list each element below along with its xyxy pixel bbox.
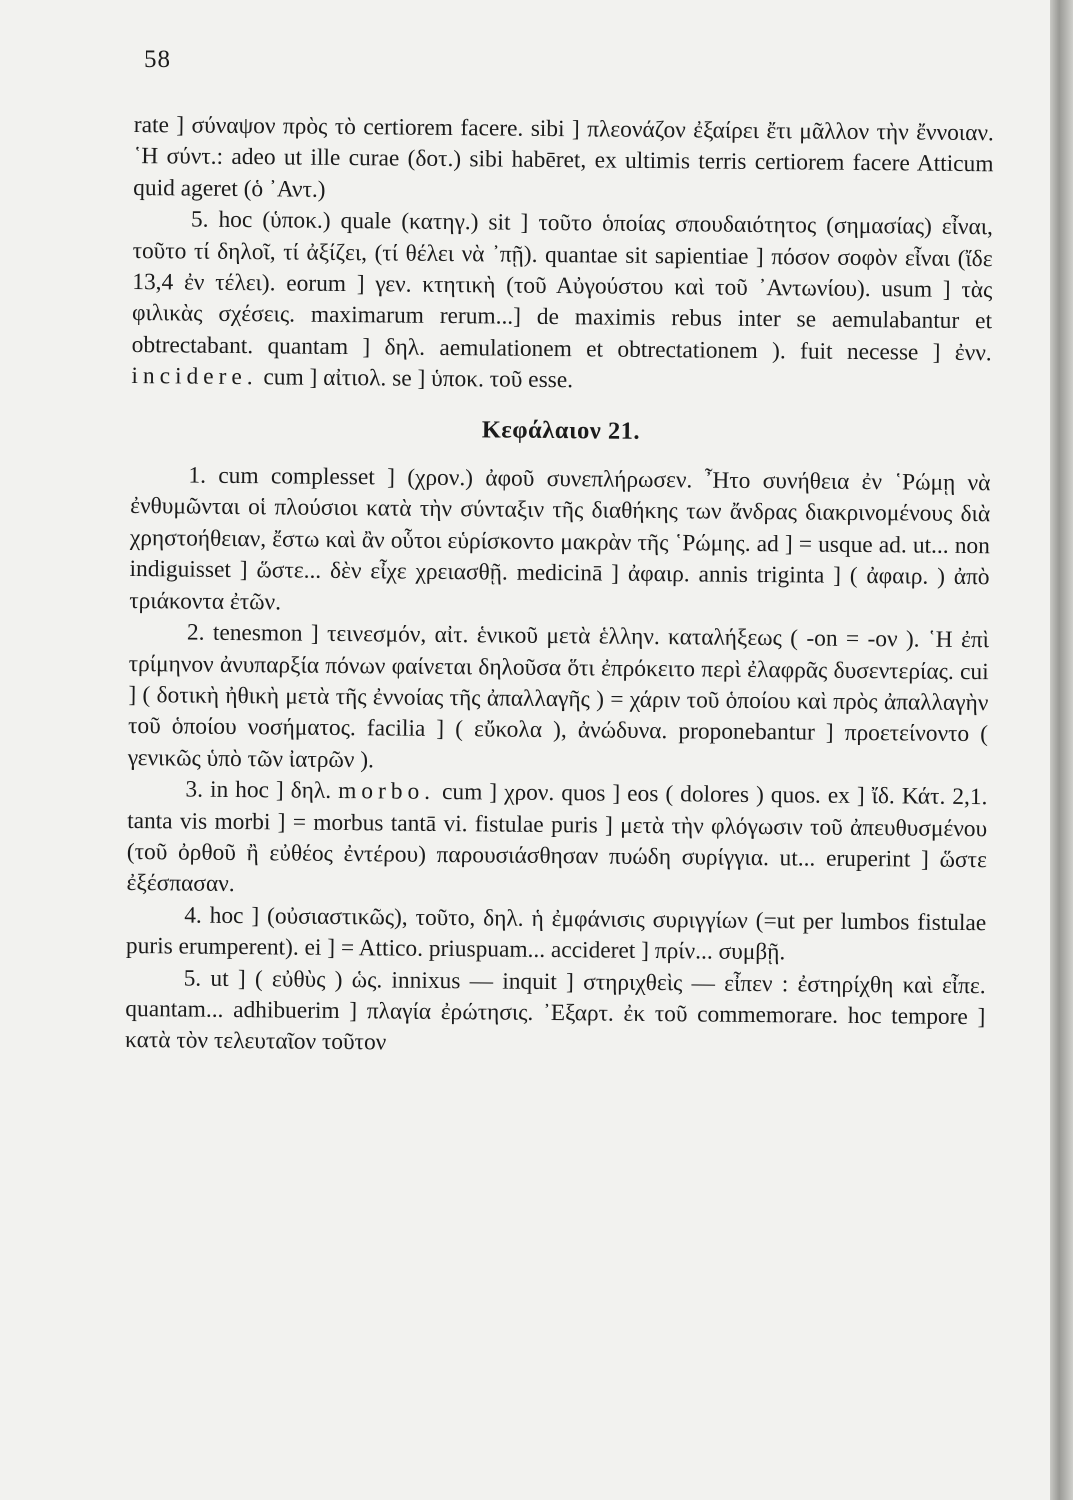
paragraph-4: 4. hoc ] (οὐσιαστικῶς), τοῦτο, δηλ. ἡ ἐμφάνισις συριγγίων (=ut per lumbos fistulae puris erumperent). ei ] = Attico. priuspuam... accideret ] πρίν... συμβῇ. <box>125 902 987 966</box>
paragraph-2: 2. tenesmon ] τεινεσμόν, αἰτ. ἑνικοῦ μετὰ ἑλλην. καταλήξεως ( -on = -ον ). ῾Η ἐπὶ τρίμηνον ἀνυπαρξία πόνων φαίνεται δηλοῦσα ὅτι ἐπρόκειτο περὶ ἐλαφρᾶς δυσεντερίας. cui ] ( δοτικὴ ἠθικὴ μετὰ τῆς ἐννοίας τῆς ἀπαλλαγῆς ) = χάριν τοῦ ὁποίου καὶ πρὸς ἀπαλλαγὴν τοῦ ὁποίου νοσήματος. facilia ] ( εὔκολα ), ἀνώδυνα. proponebantur ] προετείνοντο ( γενικῶς ὑπὸ τῶν ἰατρῶν ). <box>127 619 990 774</box>
paragraph-3-end: cum ] χρον. quos ] eos ( dolores ) quos. ex ] ἴδ. Κάτ. 2,1. tanta vis morbi ] = morbus tantā vi. fistulae puris ] μετὰ τὴν φλόγωσιν τοῦ ἀπευθυσμένου (τοῦ ὀρθοῦ ἢ εὐθέος ἐντέρου) παρουσιάσθησαν πυώδη συρίγγια. ut... eruperint ] ὥστε ἐξέσπασαν. <box>126 779 988 898</box>
paragraph-5-text: 5. hoc (ὑποκ.) quale (κατηγ.) sit ] τοῦτο ὁποίας σπουδαιότητος (σημασίας) εἶναι, τοῦτο τί δηλοῖ, τί ἀξίζει, (τί θέλει νὰ ᾽πῇ). quantae sit sapientiae ] πόσον σοφὸν εἶναι (ἴδε 13,4 ἐν τέλει). eorum ] γεν. κτητικὴ (τοῦ Αὐγούστου καὶ τοῦ ᾿Αντωνίου). usum ] τὰς φιλικὰς σχέσεις. maximarum rerum...] de maximis rebus inter se aemulabantur et obtrectabant. quantam ] δηλ. aemulationem et obtrectationem ). fuit necesse ] ἐνν. <box>131 206 994 367</box>
spaced-word-incidere: incidere. <box>131 363 258 391</box>
paragraph-5b: 5. ut ] ( εὐθὺς ) ὡς. innixus — inquit ] στηριχθεὶς — εἶπεν : ἐστηρίχθη καὶ εἶπε. quantam... adhibuerim ] πλαγία ἐρώτησις. ᾿Εξαρτ. ἐκ τοῦ commemorare. hoc tempore ] κατὰ τὸν τελευταῖον τοῦτον <box>124 965 986 1056</box>
commentary-text <box>125 110 994 1065</box>
spaced-word-morbo: morbo. <box>338 778 436 806</box>
paragraph-3 <box>126 774 987 908</box>
paragraph-rate: rate ] σύναψον πρὸς τὸ certiorem facere. sibi ] πλεονάζον ἐξαίρει ἔτι μᾶλλον τὴν ἔννοιαν. ῾Η σύντ.: adeo ut ille curae (δοτ.) sibi habēret, ex ultimis terris certiorem facere Atticum quid ageret (ὁ ᾿Αντ.) <box>133 111 994 203</box>
page-edge <box>1050 0 1073 1500</box>
page-number: 58 <box>144 46 171 73</box>
paragraph-1: 1. cum complesset ] (χρον.) ἀφοῦ συνεπλήρωσεν. ῏Ητο συνήθεια ἐν ῾Ρώμῃ νὰ ἐνθυμῶνται οἱ πλούσιοι κατὰ τὴν σύνταξιν τῆς διαθήκης των ἄνδρας διακρινομένους διὰ χρηστοήθειαν, ἔστω καὶ ἂν οὗτοι εὑρίσκοντο μακρὰν τῆς ῾Ρώμης. ad ] = usque ad. ut... non indiguisset ] ὥστε... δὲν εἶχε χρειασθῇ. medicinā ] ἀφαιρ. annis triginta ] ( ἀφαιρ. ) ἀπὸ τριάκοντα ἐτῶν. <box>129 462 991 616</box>
paragraph-5 <box>131 204 993 401</box>
paragraph-5-end: cum ] αἰτιολ. se ] ὑποκ. τοῦ esse. <box>263 364 574 394</box>
chapter-heading: Κεφάλαιον 21. <box>481 416 641 445</box>
paragraph-3-start: 3. in hoc ] δηλ. <box>185 776 332 805</box>
